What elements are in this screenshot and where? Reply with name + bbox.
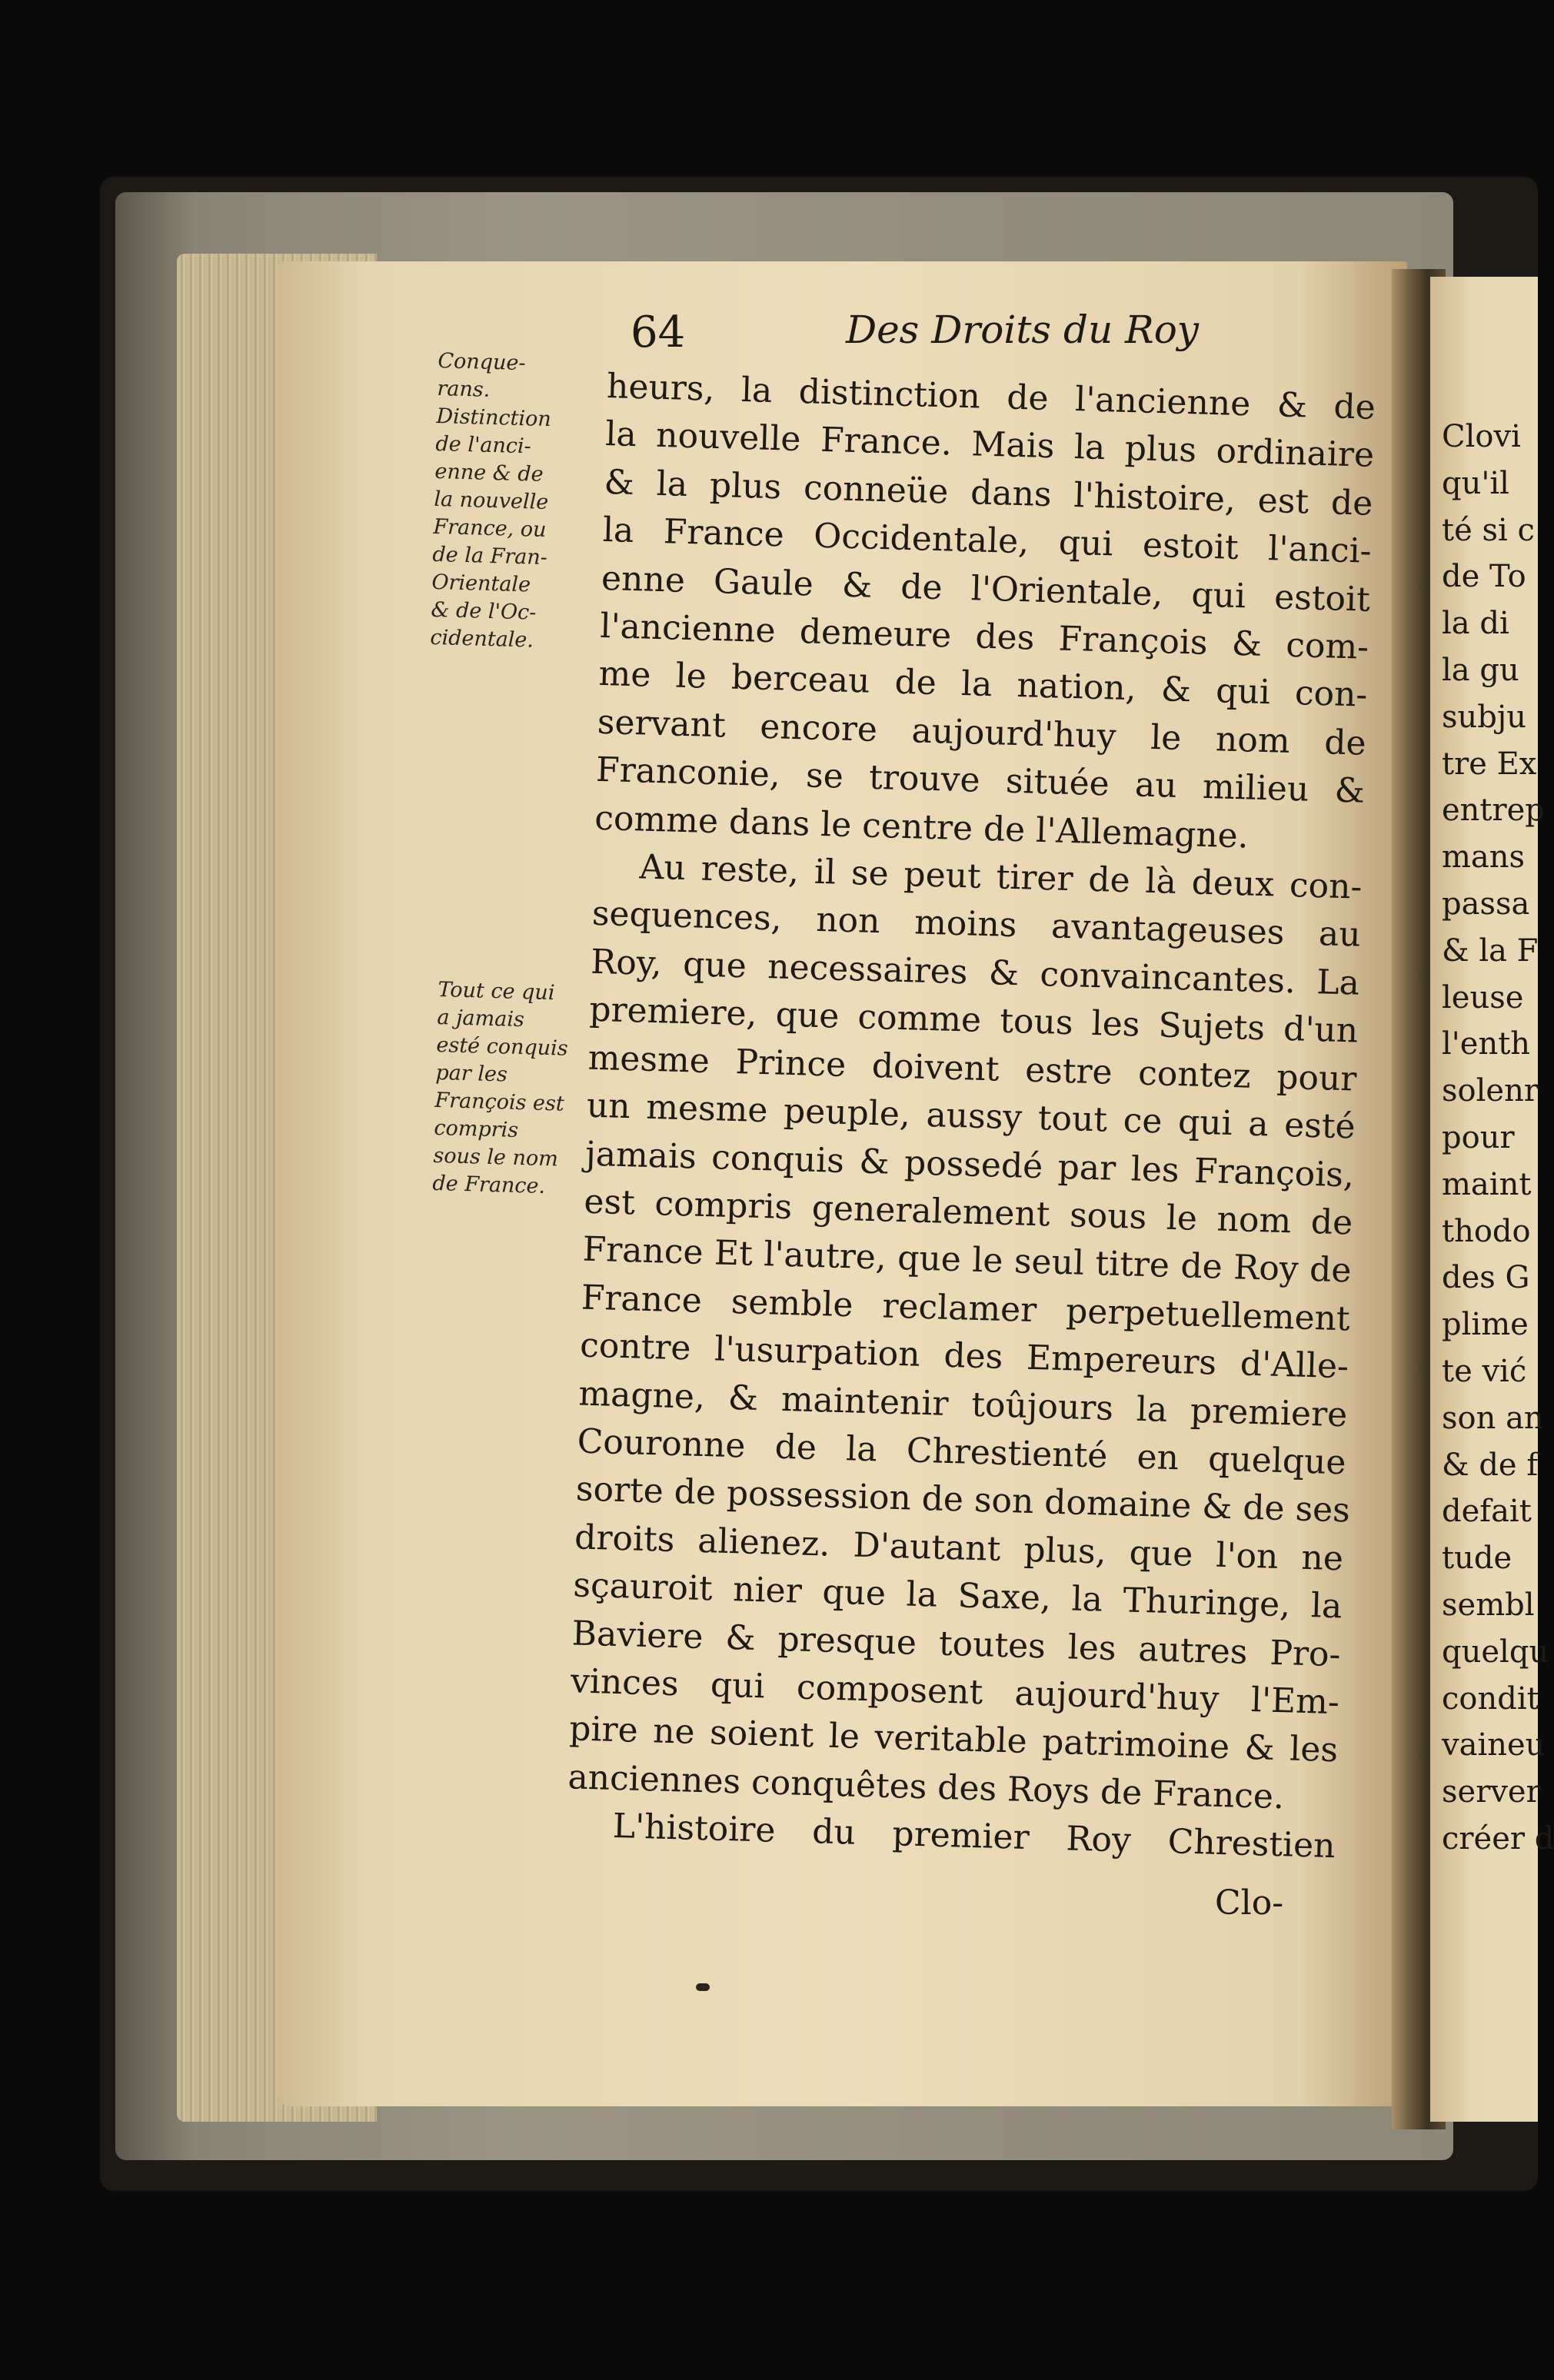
text-line: Baviere & presque toutes les autres Pro- — [571, 1613, 1342, 1674]
margin-note-line: Orientale — [431, 570, 531, 597]
right-page-line: maint — [1442, 1166, 1532, 1202]
right-page-line: tre Ex — [1442, 746, 1537, 782]
text-line: sequences, non moins avantageuses au — [591, 894, 1362, 956]
right-page-line: condit — [1442, 1680, 1539, 1717]
right-page-line: solenr — [1442, 1073, 1539, 1109]
margin-note-line: par les — [435, 1060, 508, 1087]
text-line: heurs, la distinction de l'ancienne & de — [606, 366, 1376, 427]
text-line: jamais conquis & possedé par les François, — [584, 1134, 1355, 1195]
margin-note-line: Tout ce qui — [438, 977, 555, 1006]
margin-note-line: Distinction — [436, 404, 552, 432]
margin-note-line: de France. — [432, 1171, 546, 1198]
text-line: sorte de possession de son domaine & de ses — [575, 1469, 1351, 1531]
text-line: la France Occidentale, qui estoit l'anci- — [602, 510, 1373, 572]
running-head — [631, 307, 1200, 369]
margin-note-line: France, ou — [433, 514, 547, 543]
right-page-line: mans — [1442, 839, 1526, 876]
margin-note-line: la nouvelle — [434, 487, 549, 515]
right-page-line: leuse — [1442, 979, 1524, 1015]
text-line: premiere, que comme tous les Sujets d'un — [588, 989, 1359, 1051]
right-page-line: qu'il — [1442, 465, 1509, 501]
text-line: servant encore aujourd'huy le nom de — [597, 702, 1367, 763]
right-page-text — [1442, 414, 1554, 1863]
margin-note-line: a jamais — [437, 1005, 525, 1032]
right-page-line: vaineu — [1442, 1727, 1546, 1763]
right-page-line: sembl — [1442, 1587, 1535, 1623]
margin-note-line: enne & de — [434, 459, 544, 487]
text-line: anciennes conquêtes des Roys de France. — [567, 1757, 1285, 1817]
right-page-line: tude — [1442, 1541, 1512, 1577]
right-page-line: quelqu — [1442, 1634, 1549, 1670]
right-page-line: de To — [1442, 559, 1526, 595]
margin-note-line: sous le nom — [433, 1143, 559, 1172]
text-line: France semble reclamer perpetuellement — [581, 1278, 1351, 1339]
margin-note-line: Conque- — [438, 348, 526, 376]
margin-note-distinction — [430, 347, 615, 656]
right-page-line: & la F — [1442, 932, 1539, 969]
right-page-line: defait — [1442, 1494, 1532, 1530]
right-page-line: la di — [1442, 606, 1509, 642]
margin-note-line: cidentale. — [430, 625, 534, 653]
margin-note-line: compris — [434, 1115, 519, 1142]
text-line: me le berceau de la nation, & qui con- — [597, 654, 1369, 716]
right-page-line: passa — [1442, 886, 1530, 922]
text-line: un mesme peuple, aussy tout ce qui a esté — [586, 1085, 1356, 1147]
right-page-line: subju — [1442, 699, 1527, 735]
right-page-line: Clovi — [1442, 419, 1521, 454]
right-page-line: té si c — [1442, 512, 1535, 548]
text-line: l'ancienne demeure des François & com- — [599, 606, 1369, 667]
running-title: Des Droits du Roy — [846, 307, 1200, 352]
right-page-line: l'enth — [1442, 1026, 1531, 1062]
margin-note-line: François est — [434, 1088, 565, 1116]
right-page-line: son an — [1442, 1400, 1544, 1436]
text-line: pire ne soient le veritable patrimoine & les — [568, 1709, 1339, 1770]
right-page-line: server — [1442, 1774, 1541, 1810]
right-page-line: la gu — [1442, 652, 1519, 688]
page-number: 64 — [631, 307, 686, 357]
right-page-line: & de f — [1442, 1447, 1539, 1483]
text-line: enne Gaule & de l'Orientale, qui estoit — [601, 558, 1371, 620]
text-line: Roy, que necessaires & convaincantes. La — [590, 942, 1360, 1003]
text-line: la nouvelle France. Mais la plus ordinaire — [604, 414, 1375, 476]
text-line: vinces qui composent aujourd'huy l'Em- — [570, 1661, 1340, 1723]
text-line: France Et l'autre, que le seul titre de Roy de — [582, 1229, 1353, 1291]
catchword: Clo- — [1215, 1883, 1284, 1923]
text-line: Franconie, se trouve située au milieu & — [595, 750, 1366, 811]
text-line: magne, & maintenir toûjours la premiere — [577, 1374, 1348, 1434]
right-page-line: créer d — [1442, 1820, 1554, 1856]
text-line: comme dans le centre de l'Allemagne. — [594, 798, 1250, 856]
text-line: droits alienez. D'autant plus, que l'on ne — [574, 1517, 1344, 1579]
margin-note-line: & de l'Oc- — [431, 597, 537, 625]
right-page-line: te vić — [1442, 1353, 1527, 1389]
right-page-line: entrep — [1442, 793, 1545, 829]
margin-note-line: esté conquis — [436, 1032, 569, 1061]
body-text — [566, 363, 1376, 1871]
right-page-line: des G — [1442, 1260, 1530, 1296]
margin-note-line: de la Fran- — [432, 542, 548, 570]
text-line: & la plus conneüe dans l'histoire, est de — [603, 462, 1373, 524]
text-line: L'histoire du premier Roy Chrestien — [612, 1807, 1336, 1866]
ink-speck — [696, 1983, 710, 1991]
text-line: Au reste, il se peut tirer de là deux con- — [638, 847, 1363, 907]
text-line: contre l'usurpation des Empereurs d'Alle- — [579, 1325, 1349, 1387]
right-page-line: pour — [1442, 1119, 1515, 1155]
text-line: est compris generalement sous le nom de — [583, 1182, 1353, 1243]
margin-note-line: rans. — [437, 376, 491, 402]
right-page-line: thodo — [1442, 1213, 1531, 1249]
right-page-line: plime — [1442, 1307, 1529, 1343]
text-line: sçauroit nier que la Saxe, la Thuringe, la — [572, 1565, 1343, 1627]
margin-note-line: de l'anci- — [435, 431, 532, 459]
text-line: Couronne de la Chrestienté en quelque — [577, 1421, 1347, 1483]
text-line: mesme Prince doivent estre contez pour — [587, 1038, 1358, 1099]
